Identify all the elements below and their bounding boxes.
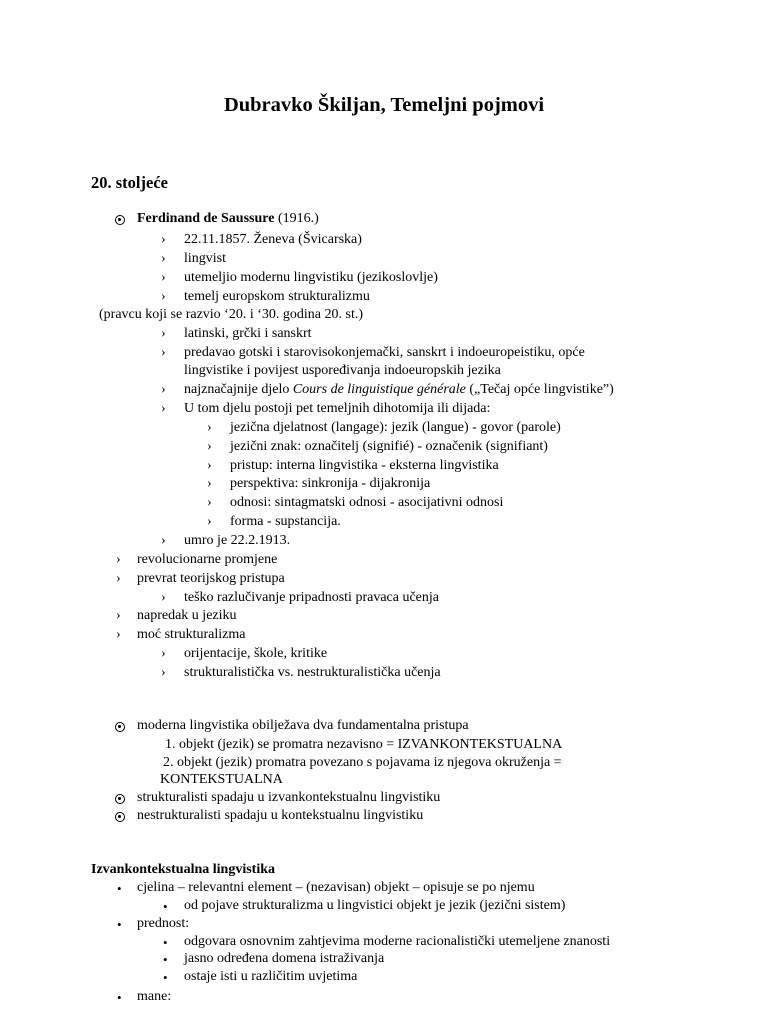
list-item: jasno određena domena istraživanja [184, 951, 385, 966]
dichotomy-item: perspektiva: sinkronija - dijakronija [230, 476, 431, 491]
list-item: moć strukturalizma [137, 627, 246, 642]
list-item: cjelina – relevantni element – (nezavisan) objekt – opisuje se po njemu [137, 880, 535, 895]
list-item: teško razlučivanje pripadnosti pravaca učenja [184, 590, 439, 605]
list-item: lingvist [184, 251, 227, 266]
list-item: utemeljio modernu lingvistiku (jezikoslovlje) [184, 270, 438, 285]
approach-two-continuation: KONTEKSTUALNA [160, 772, 283, 787]
list-item: ostaje isti u različitim uvjetima [184, 969, 358, 984]
arrow-bullet-icon: › [116, 627, 121, 642]
circle-bullet-icon [115, 812, 125, 822]
arrow-bullet-icon: › [207, 439, 212, 454]
arrow-bullet-icon: › [207, 476, 212, 491]
dichotomy-item: odnosi: sintagmatski odnosi - asocijativni odnosi [230, 495, 504, 510]
arrow-bullet-icon: › [207, 514, 212, 529]
bullet-dot-icon: • [163, 952, 168, 967]
arrow-bullet-icon: › [161, 270, 166, 285]
list-item: latinski, grčki i sanskrt [184, 326, 312, 341]
arrow-bullet-icon: › [161, 533, 166, 548]
major-work-title: Cours de linguistique générale [292, 382, 466, 397]
structuralism-note: (pravcu koji se razvio ‘20. i ‘30. godina 20. st.) [99, 307, 363, 322]
arrow-bullet-icon: › [161, 345, 166, 360]
arrow-bullet-icon: › [161, 590, 166, 605]
major-work-prefix: najznačajnije djelo [184, 382, 293, 397]
bullet-dot-icon: • [163, 899, 168, 914]
arrow-bullet-icon: › [207, 420, 212, 435]
bullet-dot-icon: • [163, 935, 168, 950]
bullet-dot-icon: • [163, 970, 168, 985]
saussure-name: Ferdinand de Saussure [137, 211, 275, 226]
arrow-bullet-icon: › [161, 401, 166, 416]
bullet-dot-icon: • [117, 990, 122, 1005]
list-item: umro je 22.2.1913. [184, 533, 291, 548]
list-item: temelj europskom strukturalizmu [184, 289, 370, 304]
list-item: prevrat teorijskog pristupa [137, 571, 285, 586]
list-item: odgovara osnovnim zahtjevima moderne racionalistički utemeljene znanosti [184, 934, 611, 949]
arrow-bullet-icon: › [207, 458, 212, 473]
saussure-heading [137, 210, 319, 229]
circle-bullet-icon [115, 794, 125, 804]
arrow-bullet-icon: › [161, 665, 166, 680]
list-item: orijentacije, škole, kritike [184, 646, 328, 661]
list-item: mane: [137, 989, 172, 1004]
major-work-item [184, 381, 614, 400]
circle-bullet-icon [115, 722, 125, 732]
arrow-bullet-icon: › [207, 495, 212, 510]
circle-bullet-icon [115, 215, 125, 225]
arrow-bullet-icon: › [161, 326, 166, 341]
arrow-bullet-icon: › [116, 571, 121, 586]
list-item: nestrukturalisti spadaju u kontekstualnu lingvistiku [137, 808, 424, 823]
document-title: Dubravko Škiljan, Temeljni pojmovi [223, 94, 545, 116]
bullet-dot-icon: • [117, 881, 122, 896]
dichotomy-item: forma - supstancija. [230, 514, 341, 529]
section-heading-20th-century: 20. stoljeće [91, 173, 168, 192]
saussure-year: (1916.) [274, 211, 319, 226]
subsection-heading: Izvankontekstualna lingvistika [91, 862, 275, 877]
arrow-bullet-icon: › [161, 289, 166, 304]
list-item: revolucionarne promjene [137, 552, 278, 567]
list-item-continuation: lingvistike i povijest uspoređivanja indoeuropskih jezika [184, 363, 501, 378]
arrow-bullet-icon: › [161, 232, 166, 247]
bullet-dot-icon: • [117, 917, 122, 932]
list-item: strukturalisti spadaju u izvankontekstualnu lingvistiku [137, 790, 441, 805]
dichotomy-item: jezični znak: označitelj (signifié) - označenik (signifiant) [230, 439, 548, 454]
arrow-bullet-icon: › [116, 552, 121, 567]
arrow-bullet-icon: › [116, 608, 121, 623]
approach-two: 2. objekt (jezik) promatra povezano s pojavama iz njegova okruženja = [163, 755, 562, 770]
dichotomy-intro: U tom djelu postoji pet temeljnih dihotomija ili dijada: [184, 401, 491, 416]
arrow-bullet-icon: › [161, 382, 166, 397]
arrow-bullet-icon: › [161, 251, 166, 266]
arrow-bullet-icon: › [161, 646, 166, 661]
dichotomy-item: pristup: interna lingvistika - eksterna lingvistika [230, 458, 499, 473]
approaches-intro: moderna lingvistika obilježava dva fundamentalna pristupa [137, 718, 469, 733]
approach-one: 1. objekt (jezik) se promatra nezavisno = IZVANKONTEKSTUALNA [165, 737, 563, 752]
list-item: 22.11.1857. Ženeva (Švicarska) [184, 232, 362, 247]
list-item: napredak u jeziku [137, 608, 237, 623]
dichotomy-item: jezična djelatnost (langage): jezik (langue) - govor (parole) [230, 420, 561, 435]
list-item: od pojave strukturalizma u lingvistici objekt je jezik (jezični sistem) [184, 898, 566, 913]
major-work-translation: („Tečaj opće lingvistike”) [465, 382, 614, 397]
list-item: prednost: [137, 916, 190, 931]
list-item: predavao gotski i starovisokonjemački, sanskrt i indoeuropeistiku, opće [184, 345, 585, 360]
list-item: strukturalistička vs. nestrukturalistička učenja [184, 665, 441, 680]
